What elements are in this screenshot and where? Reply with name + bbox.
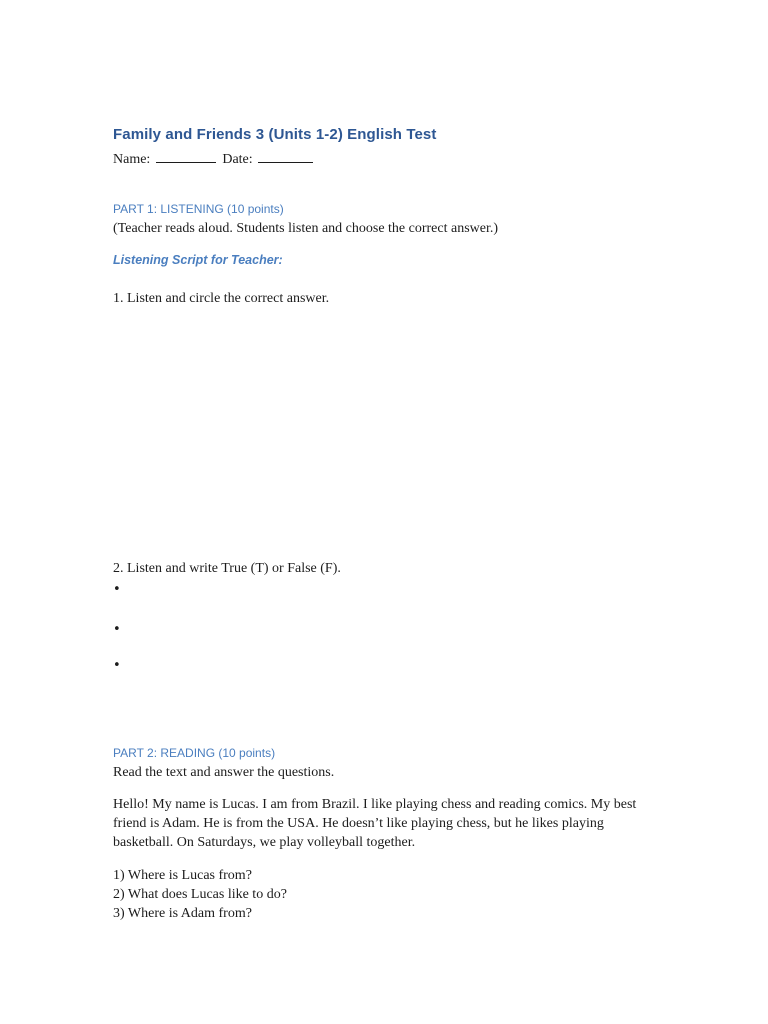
listening-script-heading: Listening Script for Teacher: (113, 253, 283, 267)
name-label: Name: (113, 152, 151, 167)
date-blank[interactable] (258, 150, 313, 163)
part1-instructions: (Teacher reads aloud. Students listen and choose the correct answer.) (113, 221, 499, 236)
question-3: 3) Where is Adam from? (113, 906, 252, 921)
part2-instructions: Read the text and answer the questions. (113, 765, 335, 780)
date-label: Date: (222, 152, 253, 167)
reading-questions (113, 866, 287, 923)
list-item: • (113, 658, 121, 673)
question-2: 2) What does Lucas like to do? (113, 887, 287, 902)
listening-task-1: 1. Listen and circle the correct answer. (113, 291, 330, 306)
listening-task-2: 2. Listen and write True (T) or False (F). (113, 561, 341, 576)
part2-heading: PART 2: READING (10 points) (113, 746, 276, 760)
list-item: • (113, 622, 121, 637)
name-blank[interactable] (156, 150, 216, 163)
question-1: 1) Where is Lucas from? (113, 868, 252, 883)
reading-passage: Hello! My name is Lucas. I am from Brazil. I like playing chess and reading comics. My best friend is Adam. He is from the USA. He doesn’t like playing chess, but he likes playing basketball. On Saturdays, we play volleyball together. (113, 797, 637, 850)
part1-heading: PART 1: LISTENING (10 points) (113, 202, 284, 216)
document-title: Family and Friends 3 (Units 1-2) English Test (113, 126, 437, 143)
name-date-line (113, 150, 316, 168)
list-item: • (113, 582, 121, 597)
